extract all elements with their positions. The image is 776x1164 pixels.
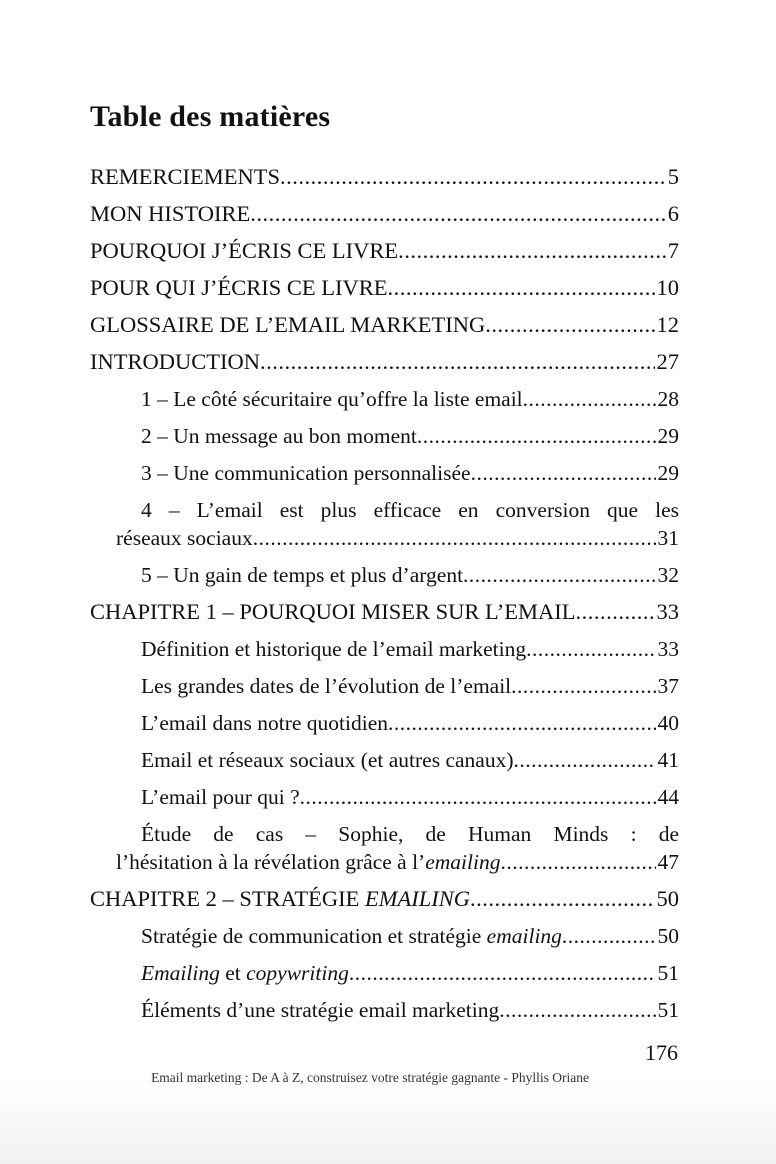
- dot-leader: [471, 461, 679, 485]
- toc-entry[interactable]: [90, 783, 679, 811]
- toc-entry-label: Les grandes dates de l’évolution de l’email: [141, 674, 512, 698]
- toc-entry-page: 44: [657, 785, 679, 809]
- toc-entry-page: 51: [657, 998, 679, 1022]
- toc-entry[interactable]: [90, 459, 679, 487]
- toc-entry-label: Stratégie de communication et stratégie: [141, 924, 487, 948]
- toc-entry-label: MON HISTOIRE: [90, 201, 251, 226]
- toc-entry-page: 29: [657, 424, 679, 448]
- dot-leader: [260, 349, 679, 374]
- toc-entry[interactable]: [90, 348, 679, 376]
- toc-entry-page: 33: [656, 599, 679, 624]
- toc-entry-label: 1 – Le côté sécuritaire qu’offre la liste email: [141, 387, 523, 411]
- toc-entry-page: 50: [657, 924, 679, 948]
- toc-entry-page: 32: [657, 563, 679, 587]
- toc-entry-label: Définition et historique de l’email marketing: [141, 637, 527, 661]
- toc-entry[interactable]: [90, 996, 679, 1024]
- toc-entry-page: 12: [656, 312, 679, 337]
- toc-entry-page: 40: [657, 711, 679, 735]
- dot-leader: [499, 998, 679, 1022]
- dot-leader: [485, 312, 679, 337]
- toc-entry-page: 51: [657, 961, 679, 985]
- toc-entry[interactable]: [90, 311, 679, 339]
- dot-leader: [349, 961, 679, 985]
- toc-entry-page: 47: [657, 850, 679, 874]
- dot-leader: [511, 674, 679, 698]
- toc-entry-page: 50: [656, 886, 679, 911]
- toc-entry-label: Éléments d’une stratégie email marketing: [141, 998, 500, 1022]
- toc-entry-page: 31: [657, 526, 679, 550]
- toc-entry[interactable]: [90, 496, 679, 552]
- dot-leader: [253, 526, 679, 550]
- toc-entry[interactable]: [90, 598, 679, 626]
- toc-entry-page: 27: [656, 349, 679, 374]
- dot-leader: [417, 424, 679, 448]
- toc-entry-label: 5 – Un gain de temps et plus d’argent: [141, 563, 464, 587]
- toc-entry-label-italic: emailing: [486, 924, 562, 948]
- page-number: 176: [645, 1040, 678, 1065]
- toc-entry-page: 33: [657, 637, 679, 661]
- dot-leader: [280, 164, 679, 189]
- toc-entry[interactable]: [90, 200, 679, 228]
- toc-entry-label-italic: copywriting: [246, 961, 349, 985]
- toc-entry[interactable]: [90, 746, 679, 774]
- running-footer: Email marketing : De A à Z, construisez votre stratégie gagnante - Phyllis Oriane: [151, 1070, 589, 1085]
- dot-leader: [463, 563, 679, 587]
- toc-entry-label: 2 – Un message au bon moment: [141, 424, 417, 448]
- toc-entry-label: 4 – L’email est plus efficace en conversion que les: [141, 498, 679, 522]
- toc-entry-label: GLOSSAIRE DE L’EMAIL MARKETING: [90, 312, 486, 337]
- toc-entry-label: REMERCIEMENTS: [90, 164, 281, 189]
- dot-leader: [388, 275, 679, 300]
- toc-entry-label: POUR QUI J’ÉCRIS CE LIVRE: [90, 275, 388, 300]
- toc-entry[interactable]: [90, 422, 679, 450]
- dot-leader: [500, 850, 679, 874]
- dot-leader: [470, 886, 679, 911]
- toc-entry-label: et: [219, 961, 247, 985]
- toc-entry-page: 6: [667, 201, 679, 226]
- toc-entry-label-continued: l’hésitation à la révélation grâce à l’: [116, 850, 426, 874]
- dot-leader: [388, 711, 679, 735]
- toc-entry-label: CHAPITRE 2 – STRATÉGIE: [90, 886, 365, 911]
- toc-entry-label-italic: emailing: [425, 850, 501, 874]
- page-title: Table des matières: [90, 100, 331, 133]
- toc-entry-label: L’email pour qui ?: [141, 785, 300, 809]
- toc-entry-label: CHAPITRE 1 – POURQUOI MISER SUR L’EMAIL: [90, 599, 576, 624]
- toc-entry-page: 41: [657, 748, 679, 772]
- toc-entry-label: INTRODUCTION: [90, 349, 260, 374]
- toc-entry-label: L’email dans notre quotidien: [141, 711, 388, 735]
- dot-leader: [514, 748, 680, 772]
- dot-leader: [398, 238, 679, 263]
- toc-entry[interactable]: [90, 385, 679, 413]
- toc-entry-label-italic: EMAILING: [365, 886, 470, 911]
- toc-entry-page: 37: [657, 674, 679, 698]
- toc-entry-page: 5: [667, 164, 679, 189]
- dot-leader: [300, 785, 679, 809]
- toc-entry-label-continued: réseaux sociaux: [116, 526, 253, 550]
- toc-entry[interactable]: [90, 237, 679, 265]
- toc-entry[interactable]: [90, 820, 679, 876]
- toc-entry-label-italic: Emailing: [141, 961, 220, 985]
- table-of-contents: [90, 163, 679, 1024]
- dot-leader: [250, 201, 679, 226]
- toc-entry[interactable]: [90, 635, 679, 663]
- toc-entry-page: 29: [657, 461, 679, 485]
- toc-entry[interactable]: [90, 561, 679, 589]
- toc-entry-page: 10: [656, 275, 679, 300]
- toc-entry-label: POURQUOI J’ÉCRIS CE LIVRE: [90, 238, 399, 263]
- toc-entry-page: 28: [657, 387, 679, 411]
- toc-entry[interactable]: [90, 709, 679, 737]
- toc-entry[interactable]: [90, 163, 679, 191]
- toc-entry[interactable]: [90, 274, 679, 302]
- toc-entry-label: Email et réseaux sociaux (et autres canaux): [141, 748, 514, 772]
- toc-entry[interactable]: [90, 922, 679, 950]
- toc-entry-page: 7: [667, 238, 679, 263]
- toc-entry-label: Étude de cas – Sophie, de Human Minds : de: [141, 822, 679, 846]
- toc-entry[interactable]: [90, 959, 679, 987]
- toc-entry[interactable]: [90, 672, 679, 700]
- toc-entry[interactable]: [90, 885, 679, 913]
- toc-entry-label: 3 – Une communication personnalisée: [141, 461, 471, 485]
